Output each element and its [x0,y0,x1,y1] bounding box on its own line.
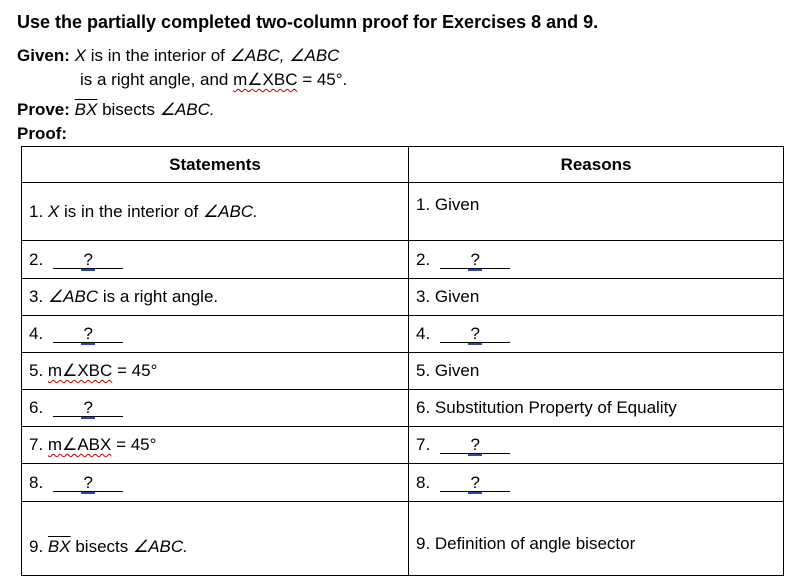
header-reasons: Reasons [409,147,784,183]
reason-6: 6. Substitution Property of Equality [409,390,784,427]
row-number: 8. [416,472,431,492]
given-line-2 [80,70,347,90]
proof-table [21,146,784,576]
statement-7 [22,427,409,464]
reason-1: 1. Given [409,183,784,241]
statement-3 [22,279,409,316]
statement-ray: $\overline{BX}$ [47,537,71,556]
blank-mark: ? [470,435,480,454]
reason-8 [409,464,784,502]
table-row [22,353,784,390]
reason-blank[interactable] [440,326,510,343]
given-x: X [74,46,86,65]
table-row [22,390,784,427]
statement-6 [22,390,409,427]
prove-line [17,100,215,120]
statement-text: = 45° [111,435,157,454]
blank-mark: ? [470,249,480,269]
blank-mark: ? [83,472,93,492]
row-number: 9. [29,537,44,556]
row-number: 4. [29,324,44,343]
statement-var: X [47,201,60,221]
statement-blank[interactable] [53,472,123,492]
statement-text: = 45° [112,361,158,380]
reason-blank[interactable] [440,249,510,269]
prove-text: bisects [97,100,160,119]
row-number: 2. [416,249,431,269]
row-number: 3. [29,287,44,306]
statement-text: bisects [70,537,133,556]
reason-7 [409,427,784,464]
row-number: 8. [29,472,44,492]
row-number: 6. [29,398,44,417]
statement-text: is a right angle. [98,287,219,306]
row-number: 2. [29,249,44,269]
given-text-1: is in the interior of [85,46,230,65]
prove-angle: ∠ABC. [159,100,215,119]
blank-mark: ? [83,398,93,417]
header-statements: Statements [22,147,409,183]
given-line-1 [17,46,339,66]
table-row [22,316,784,353]
statement-angle: ∠ABC. [202,201,258,221]
blank-mark: ? [470,472,480,492]
given-text-2-end: = 45°. [297,70,348,89]
blank-mark: ? [83,249,93,269]
row-number: 7. [416,435,431,454]
table-row [22,241,784,279]
blank-mark: ? [83,324,93,343]
statement-angle: ∠ABC [47,287,99,306]
statement-blank[interactable] [53,400,123,417]
given-label: Given: [17,46,70,65]
statement-2 [22,241,409,279]
prove-ray: $\overline{BX}$ [74,100,98,119]
row-number: 4. [416,324,431,343]
reason-3: 3. Given [409,279,784,316]
row-number: 1. [29,201,44,221]
statement-blank[interactable] [53,326,123,343]
statement-8 [22,464,409,502]
reason-blank[interactable] [440,472,510,492]
page-title: Use the partially completed two-column proof for Exercises 8 and 9. [17,12,599,32]
statement-text: is in the interior of [59,201,203,221]
reason-9: 9. Definition of angle bisector [409,502,784,576]
statement-1 [22,183,409,241]
table-row [22,427,784,464]
statement-blank[interactable] [53,249,123,269]
row-number: 5. [29,361,44,380]
statement-4 [22,316,409,353]
row-number: 7. [29,435,44,454]
given-text-2: is a right angle, and [80,70,234,89]
reason-4 [409,316,784,353]
blank-mark: ? [470,324,480,343]
given-measure: m∠XBC [233,70,298,89]
table-row [22,464,784,502]
table-row [22,183,784,241]
statement-9 [22,502,409,576]
statement-angle: ∠ABC. [132,537,188,556]
table-row [22,279,784,316]
statement-measure: m∠ABX [47,435,112,454]
prove-label: Prove: [17,100,70,119]
table-row [22,502,784,576]
reason-2 [409,241,784,279]
statement-5 [22,353,409,390]
reason-5: 5. Given [409,353,784,390]
given-angles: ∠ABC, ∠ABC [229,46,340,65]
proof-label: Proof: [17,124,68,143]
statement-measure: m∠XBC [47,361,113,380]
reason-blank[interactable] [440,437,510,454]
